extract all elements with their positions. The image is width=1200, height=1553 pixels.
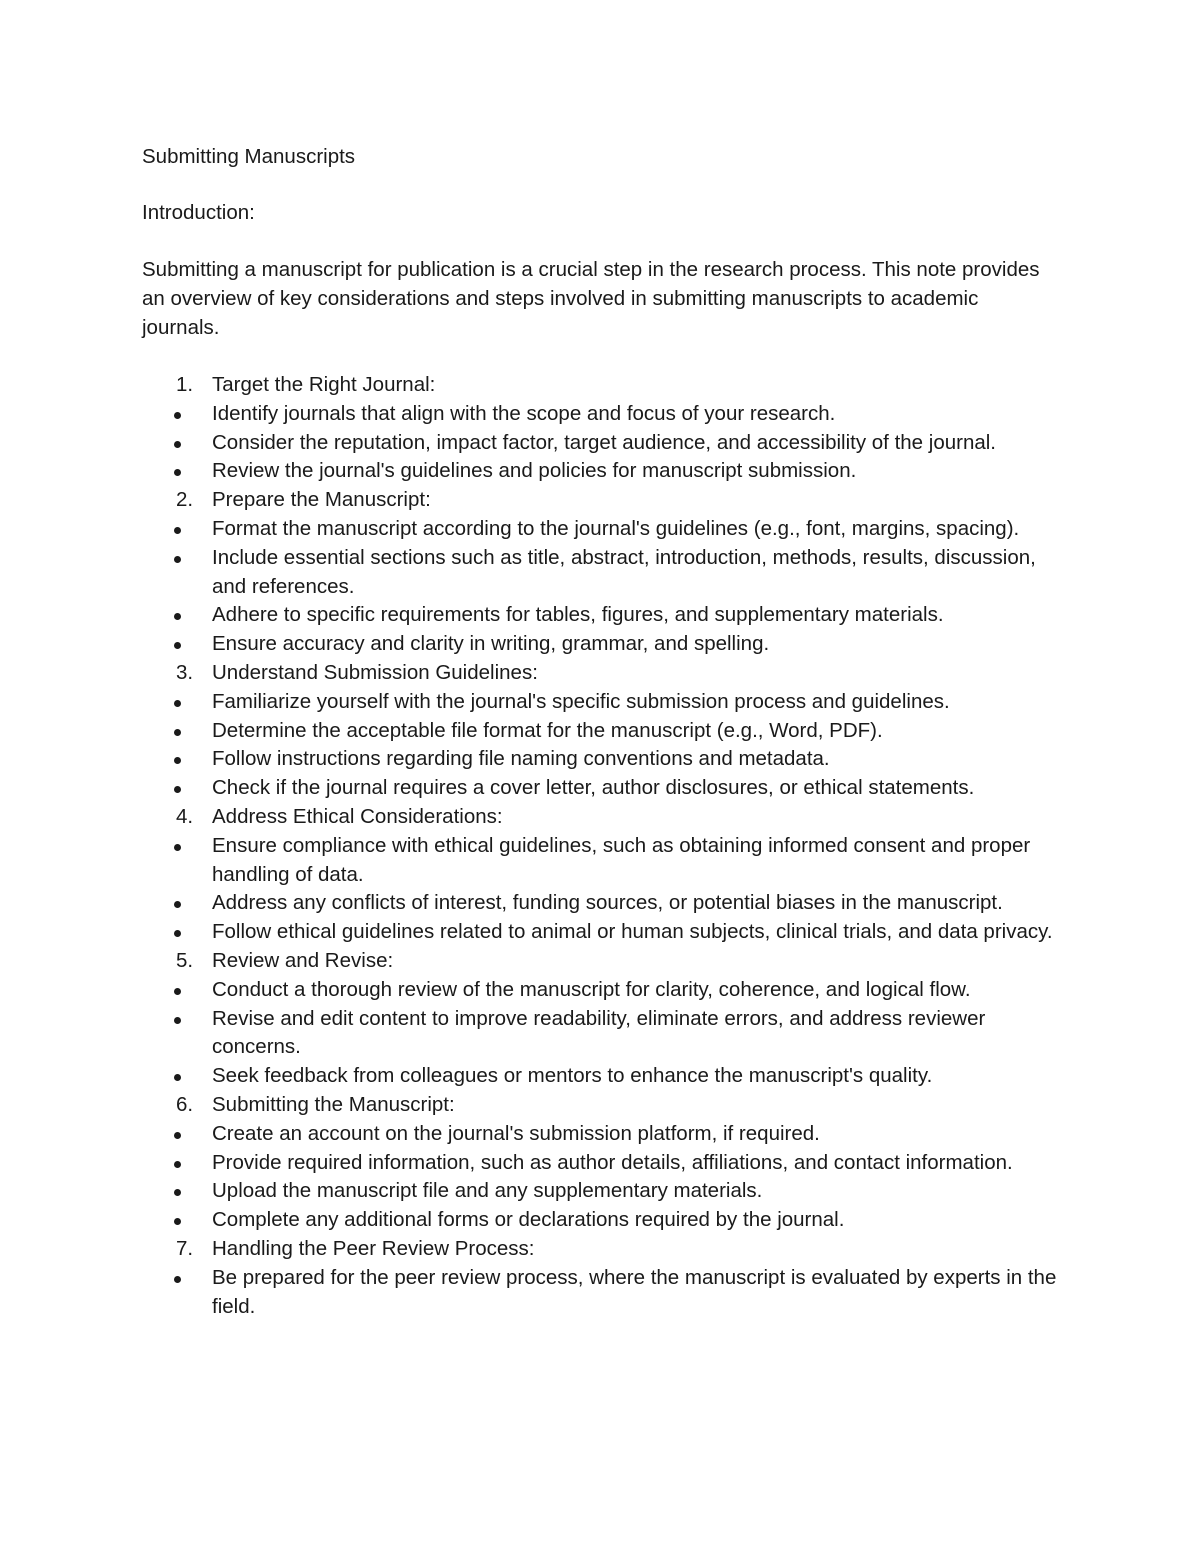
- bullet-icon: [174, 844, 181, 851]
- section-number: 6.: [176, 1092, 194, 1116]
- bullet-item: [142, 400, 1060, 429]
- section-heading: [142, 803, 1060, 832]
- intro-heading: Introduction:: [142, 201, 255, 224]
- section-heading: [142, 1091, 1060, 1120]
- bullet-icon: [174, 613, 181, 620]
- section-number: 2.: [176, 488, 194, 512]
- section-number: 1.: [176, 373, 194, 396]
- section-heading: [142, 1235, 1060, 1264]
- bullet-icon: [174, 1161, 181, 1168]
- bullet-text: Include essential sections such as title, abstract, introduction, methods, results, discussion, and references.: [212, 545, 1036, 598]
- bullet-icon: [174, 901, 181, 908]
- bullet-icon: [174, 527, 181, 534]
- bullet-item: [142, 889, 1060, 918]
- bullet-item: [142, 918, 1060, 947]
- bullet-item: [142, 717, 1060, 746]
- bullet-icon: [174, 1017, 181, 1024]
- bullet-item: [142, 688, 1060, 717]
- bullet-item: [142, 832, 1060, 890]
- bullet-text: Follow ethical guidelines related to animal or human subjects, clinical trials, and data privacy.: [212, 920, 1053, 944]
- bullet-icon: [174, 556, 181, 563]
- bullet-text: Ensure accuracy and clarity in writing, grammar, and spelling.: [212, 632, 770, 656]
- bullet-text: Conduct a thorough review of the manuscript for clarity, coherence, and logical flow.: [212, 977, 971, 1001]
- bullet-text: Seek feedback from colleagues or mentors to enhance the manuscript's quality.: [212, 1064, 933, 1088]
- bullet-item: [142, 1120, 1060, 1149]
- section-heading: [142, 486, 1060, 515]
- section-heading: [142, 659, 1060, 688]
- bullet-item: [142, 544, 1060, 602]
- bullet-icon: [174, 1276, 181, 1283]
- bullet-icon: [174, 786, 181, 793]
- bullet-item: [142, 745, 1060, 774]
- bullet-icon: [174, 700, 181, 707]
- bullet-item: [142, 601, 1060, 630]
- document-title: Submitting Manuscripts: [142, 145, 356, 168]
- bullet-text: Ensure compliance with ethical guidelines, such as obtaining informed consent and proper handling of data.: [212, 833, 1031, 886]
- section-heading-text: Handling the Peer Review Process:: [212, 1236, 535, 1260]
- bullet-item: [142, 1149, 1060, 1178]
- bullet-text: Create an account on the journal's submission platform, if required.: [212, 1121, 820, 1145]
- section-heading: [142, 371, 1060, 400]
- steps-list: [142, 371, 1060, 1321]
- bullet-icon: [174, 988, 181, 995]
- bullet-item: [142, 1264, 1060, 1322]
- bullet-text: Consider the reputation, impact factor, target audience, and accessibility of the journal.: [212, 430, 997, 454]
- section-number: 5.: [176, 948, 194, 972]
- section-number: 7.: [176, 1236, 194, 1260]
- bullet-item: [142, 774, 1060, 803]
- bullet-icon: [174, 729, 181, 736]
- bullet-icon: [174, 441, 181, 448]
- bullet-text: Revise and edit content to improve readability, eliminate errors, and address reviewer concerns.: [212, 1006, 986, 1059]
- bullet-icon: [174, 469, 181, 476]
- bullet-item: [142, 1062, 1060, 1091]
- section-heading-text: Review and Revise:: [212, 948, 394, 972]
- bullet-text: Familiarize yourself with the journal's specific submission process and guidelines.: [212, 689, 950, 713]
- section-heading-text: Understand Submission Guidelines:: [212, 660, 538, 684]
- bullet-icon: [174, 757, 181, 764]
- bullet-icon: [174, 1132, 181, 1139]
- section-number: 3.: [176, 660, 194, 684]
- bullet-text: Check if the journal requires a cover letter, author disclosures, or ethical statements.: [212, 776, 975, 800]
- bullet-text: Provide required information, such as author details, affiliations, and contact information.: [212, 1150, 1013, 1174]
- bullet-icon: [174, 1218, 181, 1225]
- bullet-item: [142, 1206, 1060, 1235]
- bullet-text: Follow instructions regarding file naming conventions and metadata.: [212, 747, 830, 771]
- section-heading-text: Submitting the Manuscript:: [212, 1092, 455, 1116]
- section-heading-text: Address Ethical Considerations:: [212, 804, 503, 828]
- bullet-text: Determine the acceptable file format for the manuscript (e.g., Word, PDF).: [212, 718, 883, 742]
- section-heading-text: Prepare the Manuscript:: [212, 488, 431, 512]
- bullet-icon: [174, 642, 181, 649]
- section-number: 4.: [176, 804, 194, 828]
- bullet-text: Adhere to specific requirements for tables, figures, and supplementary materials.: [212, 603, 944, 627]
- bullet-text: Complete any additional forms or declarations required by the journal.: [212, 1208, 845, 1232]
- bullet-item: [142, 630, 1060, 659]
- intro-paragraph: Submitting a manuscript for publication is a crucial step in the research process. This note provides an overview of key considerations and steps involved in submitting manuscripts to academic journals.: [142, 258, 1040, 339]
- bullet-item: [142, 429, 1060, 458]
- bullet-icon: [174, 1189, 181, 1196]
- bullet-text: Format the manuscript according to the journal's guidelines (e.g., font, margins, spacing).: [212, 516, 1020, 540]
- bullet-text: Review the journal's guidelines and policies for manuscript submission.: [212, 459, 857, 483]
- bullet-text: Upload the manuscript file and any supplementary materials.: [212, 1179, 763, 1203]
- bullet-icon: [174, 412, 181, 419]
- bullet-text: Identify journals that align with the scope and focus of your research.: [212, 401, 836, 425]
- bullet-item: [142, 1005, 1060, 1063]
- bullet-text: Be prepared for the peer review process, where the manuscript is evaluated by experts in the field.: [212, 1265, 1057, 1318]
- bullet-icon: [174, 1074, 181, 1081]
- bullet-item: [142, 515, 1060, 544]
- bullet-text: Address any conflicts of interest, funding sources, or potential biases in the manuscript.: [212, 891, 1003, 915]
- bullet-item: [142, 457, 1060, 486]
- section-heading: [142, 947, 1060, 976]
- bullet-icon: [174, 930, 181, 937]
- bullet-item: [142, 1177, 1060, 1206]
- section-heading-text: Target the Right Journal:: [212, 373, 436, 396]
- bullet-item: [142, 976, 1060, 1005]
